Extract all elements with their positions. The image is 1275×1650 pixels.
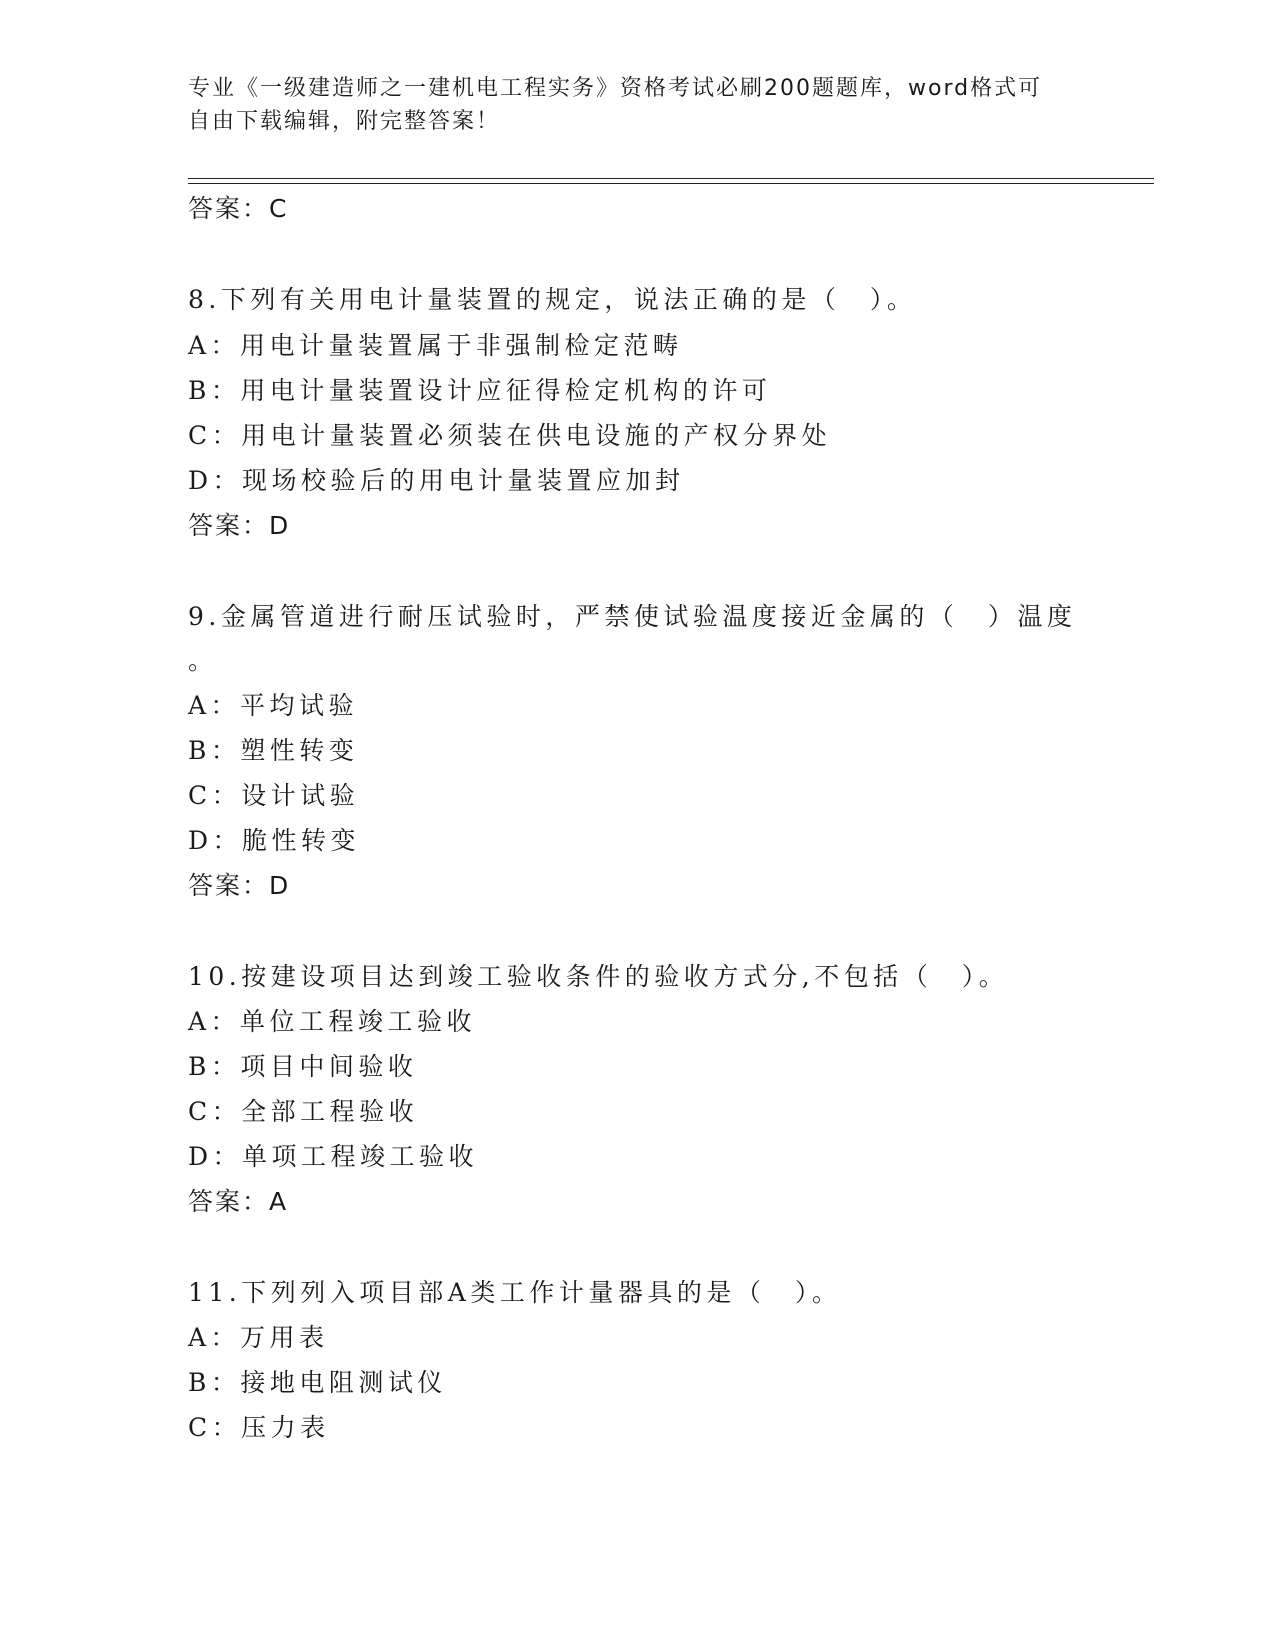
- answer-9: 答案：D: [188, 871, 291, 900]
- option-9d: D：脆性转变: [188, 826, 361, 855]
- answer-7: 答案：C: [188, 194, 289, 223]
- option-10c: C：全部工程验收: [188, 1097, 419, 1126]
- option-9c: C：设计试验: [188, 781, 360, 810]
- question-8: 8.下列有关用电计量装置的规定，说法正确的是（ ）。: [188, 285, 917, 314]
- option-11c: C：压力表: [188, 1413, 330, 1442]
- option-9b: B：塑性转变: [188, 736, 359, 765]
- document-header: [188, 72, 1068, 138]
- option-10a: A：单位工程竣工验收: [188, 1007, 477, 1036]
- option-10d: D：单项工程竣工验收: [188, 1142, 479, 1171]
- question-9: 9.金属管道进行耐压试验时，严禁使试验温度接近金属的（ ）温度: [188, 602, 1077, 631]
- option-10b: B：项目中间验收: [188, 1052, 418, 1081]
- answer-10: 答案：A: [188, 1187, 289, 1216]
- option-8c: C：用电计量装置必须装在供电设施的产权分界处: [188, 421, 832, 450]
- header-line-1: 专业《一级建造师之一建机电工程实务》资格考试必刷200题题库，word格式可: [188, 76, 1043, 101]
- option-8a: A：用电计量装置属于非强制检定范畴: [188, 331, 683, 360]
- option-8b: B：用电计量装置设计应征得检定机构的许可: [188, 376, 772, 405]
- option-11a: A：万用表: [188, 1323, 329, 1352]
- question-11: 11.下列列入项目部A类工作计量器具的是（ ）。: [188, 1278, 842, 1307]
- question-10: 10.按建设项目达到竣工验收条件的验收方式分,不包括（ ）。: [188, 962, 1009, 991]
- option-9a: A：平均试验: [188, 691, 359, 720]
- answer-8: 答案：D: [188, 511, 291, 540]
- option-11b: B：接地电阻测试仪: [188, 1368, 447, 1397]
- option-8d: D：现场校验后的用电计量装置应加封: [188, 466, 685, 495]
- header-line-2: 自由下载编辑，附完整答案！: [188, 109, 501, 134]
- header-divider: [188, 178, 1154, 184]
- question-9-cont: 。: [188, 646, 218, 675]
